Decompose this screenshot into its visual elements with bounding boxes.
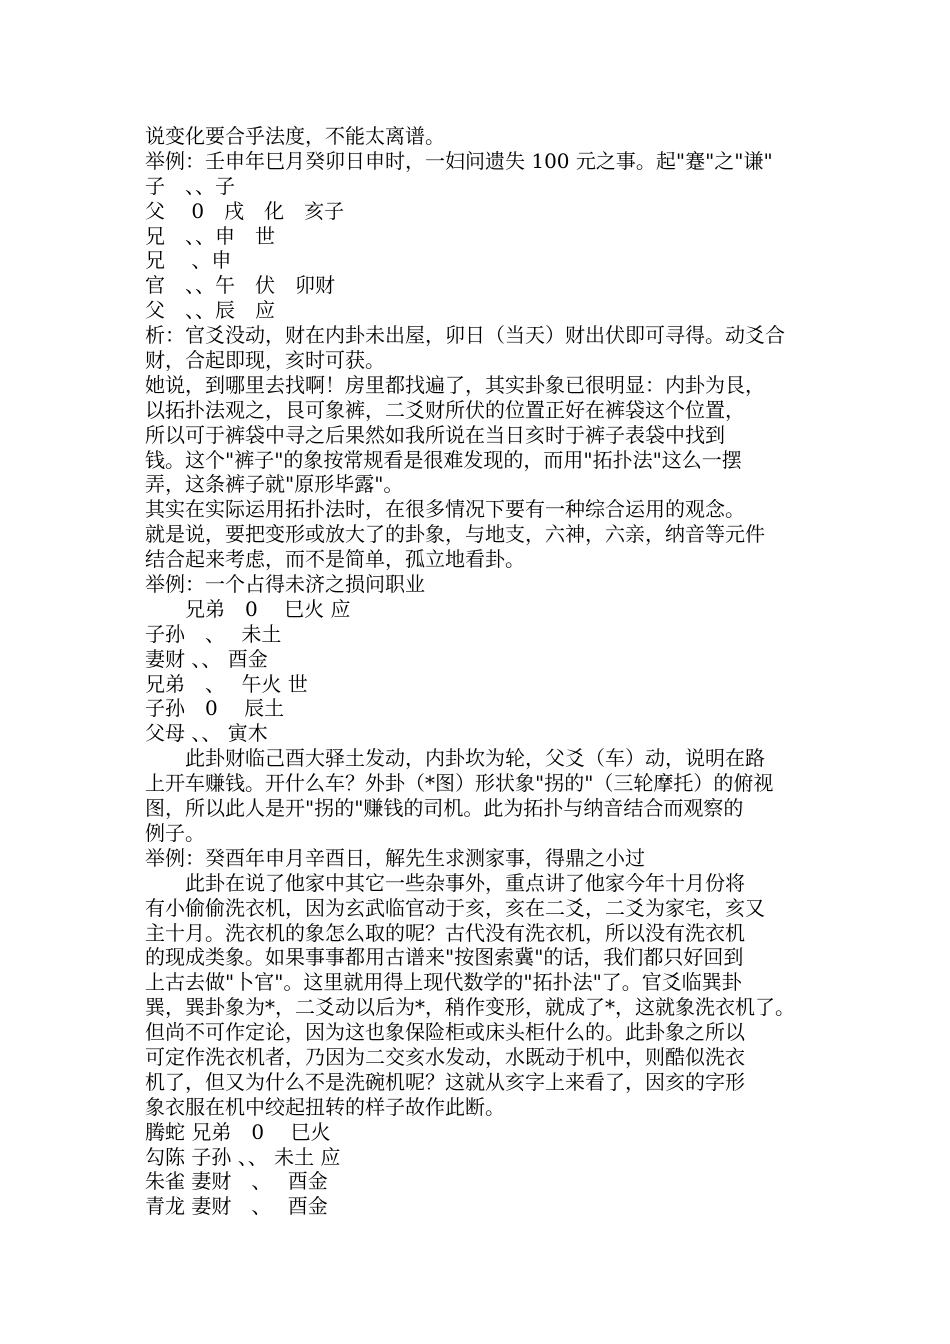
text-line: 以拓扑法观之，艮可象裤，二爻财所伏的位置正好在裤袋这个位置， (145, 397, 745, 422)
text-line: 举例：癸酉年申月辛酉日，解先生求测家事，得鼎之小过 (145, 845, 645, 870)
text-line: 腾蛇 兄弟 0 巳火 (145, 1119, 331, 1144)
text-line: 父 0 戌 化 亥子 (145, 198, 345, 223)
text-line: 就是说，要把变形或放大了的卦象，与地支，六神，六亲，纳音等元件 (145, 522, 765, 547)
text-line: 机了，但又为什么不是洗碗机呢？这就从亥字上来看了，因亥的字形 (145, 1069, 745, 1094)
text-line: 此卦在说了他家中其它一些杂事外，重点讲了他家今年十月份将 (145, 870, 745, 895)
text-line: 的现成类象。如果事事都用古谱来"按图索冀"的话，我们都只好回到 (145, 945, 744, 970)
text-line: 财，合起即现，亥时可获。 (145, 348, 385, 373)
text-line: 兄 、、申 世 (145, 223, 275, 248)
text-line: 勾陈 子孙 、、 未土 应 (145, 1144, 341, 1169)
text-line: 象衣服在机中绞起扭转的样子故作此断。 (145, 1094, 505, 1119)
text-line: 上古去做"卜官"。这里就用得上现代数学的"拓扑法"了。官爻临巽卦 (145, 970, 742, 995)
text-line: 兄弟 0 巳火 应 (145, 596, 351, 621)
text-line: 钱。这个"裤子"的象按常规看是很难发现的，而用"拓扑法"这么一摆 (145, 447, 742, 472)
text-line: 举例：壬申年巳月癸卯日申时，一妇问遗失 100 元之事。起"蹇"之"谦" (145, 148, 773, 173)
text-line: 青龙 妻财 、 酉金 (145, 1194, 328, 1219)
text-line: 兄 、申 (145, 248, 232, 273)
text-line: 可定作洗衣机者，乃因为二交亥水发动，水既动于机中，则酷似洗衣 (145, 1044, 745, 1069)
text-line: 朱雀 妻财 、 酉金 (145, 1169, 328, 1194)
text-line: 但尚不可作定论，因为这也象保险柜或床头柜什么的。此卦象之所以 (145, 1020, 745, 1045)
text-line: 巽，巽卦象为*，二爻动以后为*，稍作变形，就成了*，这就象洗衣机了。 (145, 995, 795, 1020)
text-line: 父母 、、 寅木 (145, 721, 268, 746)
text-line: 子孙 0 辰土 (145, 696, 285, 721)
text-line: 例子。 (145, 820, 205, 845)
text-line: 官 、、午 伏 卯财 (145, 273, 335, 298)
text-line: 举例：一个占得未济之损问职业 (145, 572, 425, 597)
text-line: 此卦财临己酉大驿土发动，内卦坎为轮，父爻（车）动，说明在路 (145, 746, 765, 771)
text-line: 父 、、辰 应 (145, 298, 275, 323)
text-line: 妻财 、、 酉金 (145, 646, 268, 671)
text-line: 子孙 、 未土 (145, 621, 282, 646)
text-line: 主十月。洗衣机的象怎么取的呢？古代没有洗衣机，所以没有洗衣机 (145, 920, 745, 945)
text-line: 结合起来考虑，而不是简单，孤立地看卦。 (145, 547, 525, 572)
text-line: 弄，这条裤子就"原形毕露"。 (145, 472, 404, 497)
text-line: 析：官爻没动，财在内卦未出屋，卯日（当天）财出伏即可寻得。动爻合 (145, 323, 785, 348)
text-line: 所以可于裤袋中寻之后果然如我所说在当日亥时于裤子表袋中找到 (145, 422, 725, 447)
text-line: 子 、、子 (145, 173, 235, 198)
text-line: 图，所以此人是开"拐的"赚钱的司机。此为拓扑与纳音结合而观察的 (145, 796, 744, 821)
text-line: 其实在实际运用拓扑法时，在很多情况下要有一种综合运用的观念。 (145, 497, 745, 522)
text-line: 她说，到哪里去找啊！房里都找遍了，其实卦象已很明显：内卦为艮， (145, 372, 765, 397)
text-line: 说变化要合乎法度，不能太离谱。 (145, 124, 445, 148)
text-line: 兄弟 、 午火 世 (145, 671, 308, 696)
document-page (145, 124, 813, 1219)
text-line: 有小偷偷洗衣机，因为玄武临官动于亥，亥在二爻，二爻为家宅，亥又 (145, 895, 765, 920)
text-line: 上开车赚钱。开什么车？外卦（*图）形状象"拐的"（三轮摩托）的俯视 (145, 771, 774, 796)
